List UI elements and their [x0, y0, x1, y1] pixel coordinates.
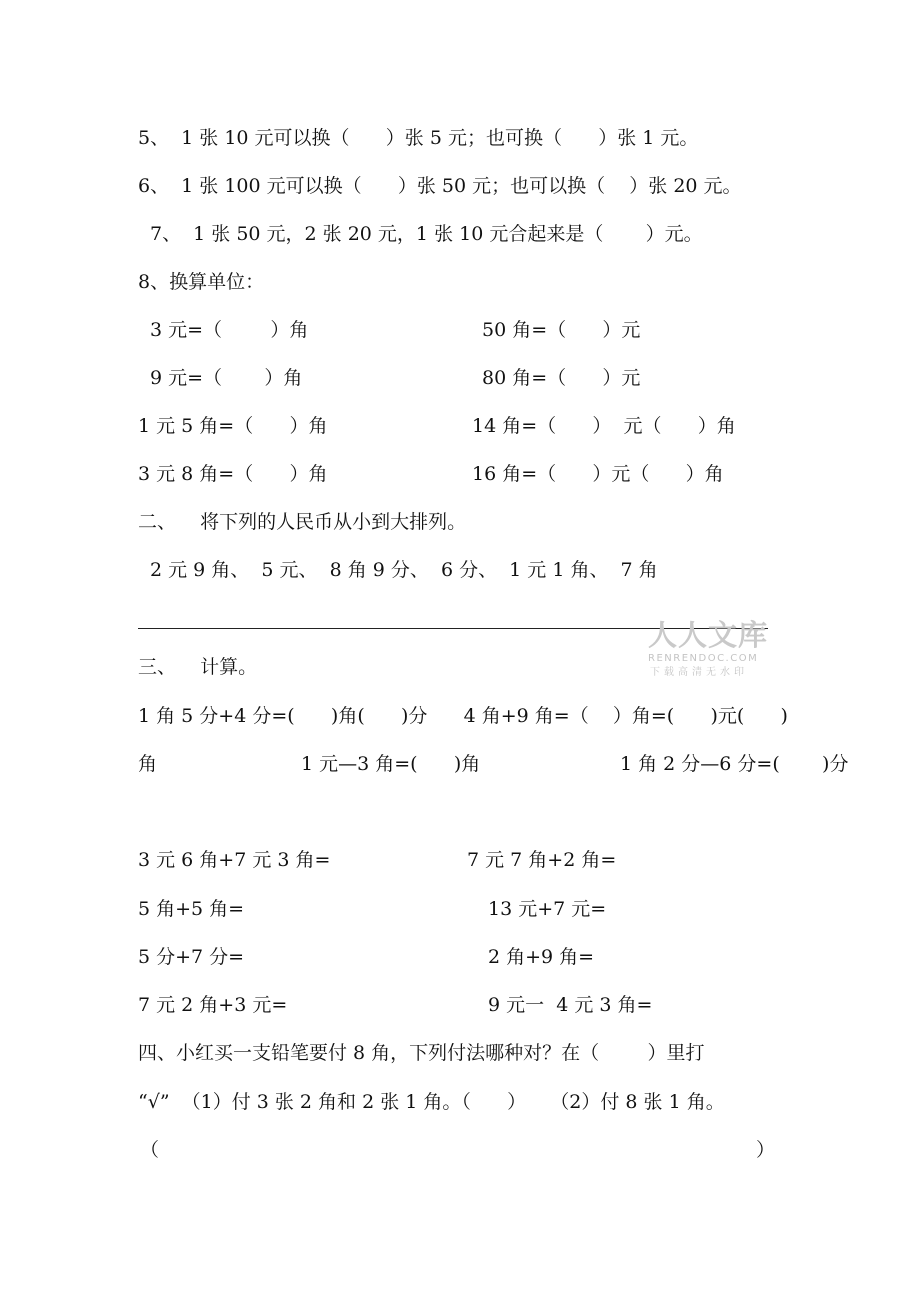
calc-left: 3 元 6 角+7 元 3 角= [138, 849, 331, 871]
calc-line-2a: 角 [138, 753, 158, 775]
calc-line-1: 1 角 5 分+4 分=( )角( )分 4 角+9 角=（ ）角=( )元( ) [138, 705, 788, 727]
part4-question: 四、小红买一支铅笔要付 8 角，下列付法哪种对？在（ ）里打 [138, 1042, 705, 1064]
calc-right: 7 元 7 角+2 角= [467, 849, 617, 871]
watermark-logo [640, 618, 775, 684]
conversion-right: 16 角=（ ）元（ ）角 [472, 463, 724, 485]
answer-paren-close: ） [756, 1139, 776, 1161]
part2-items: 2 元 9 角、 5 元、 8 角 9 分、 6 分、 1 元 1 角、 7 角 [150, 559, 658, 581]
watermark-brand: 人人文库 [648, 618, 769, 652]
conversion-left: 1 元 5 角=（ ）角 [138, 415, 328, 437]
question-8-title: 8、换算单位： [138, 271, 265, 293]
answer-paren-open: （ [140, 1139, 160, 1161]
conversion-left: 9 元=（ ）角 [150, 367, 303, 389]
calc-left: 5 分+7 分= [138, 946, 245, 968]
watermark-domain: RENRENDOC.COM [648, 653, 759, 664]
question-5: 5、 1 张 10 元可以换（ ）张 5 元；也可换（ ）张 1 元。 [138, 127, 699, 149]
calc-line-2c: 1 角 2 分—6 分=( )分 [620, 753, 849, 775]
calc-left: 5 角+5 角= [138, 898, 245, 920]
conversion-right: 80 角=（ ）元 [482, 367, 641, 389]
calc-line-2b: 1 元—3 角=( )角 [301, 753, 481, 775]
part3-title: 三、 计算。 [138, 656, 258, 678]
conversion-right: 50 角=（ ）元 [482, 319, 641, 341]
conversion-left: 3 元=（ ）角 [150, 319, 309, 341]
calc-right: 9 元一 4 元 3 角= [488, 994, 653, 1016]
calc-right: 13 元+7 元= [488, 898, 607, 920]
watermark-slogan: 下载高清无水印 [650, 667, 748, 678]
calc-left: 7 元 2 角+3 元= [138, 994, 288, 1016]
question-6: 6、 1 张 100 元可以换（ ）张 50 元；也可以换（ ）张 20 元。 [138, 175, 742, 197]
question-7: 7、 1 张 50 元，2 张 20 元，1 张 10 元合起来是（ ）元。 [150, 223, 703, 245]
calc-right: 2 角+9 角= [488, 946, 595, 968]
conversion-left: 3 元 8 角=（ ）角 [138, 463, 328, 485]
part2-title: 二、 将下列的人民币从小到大排列。 [138, 511, 467, 533]
part4-options: “√” （1）付 3 张 2 角和 2 张 1 角。（ ） （2）付 8 张 1 角。 [138, 1091, 725, 1113]
conversion-right: 14 角=（ ） 元（ ）角 [472, 415, 736, 437]
